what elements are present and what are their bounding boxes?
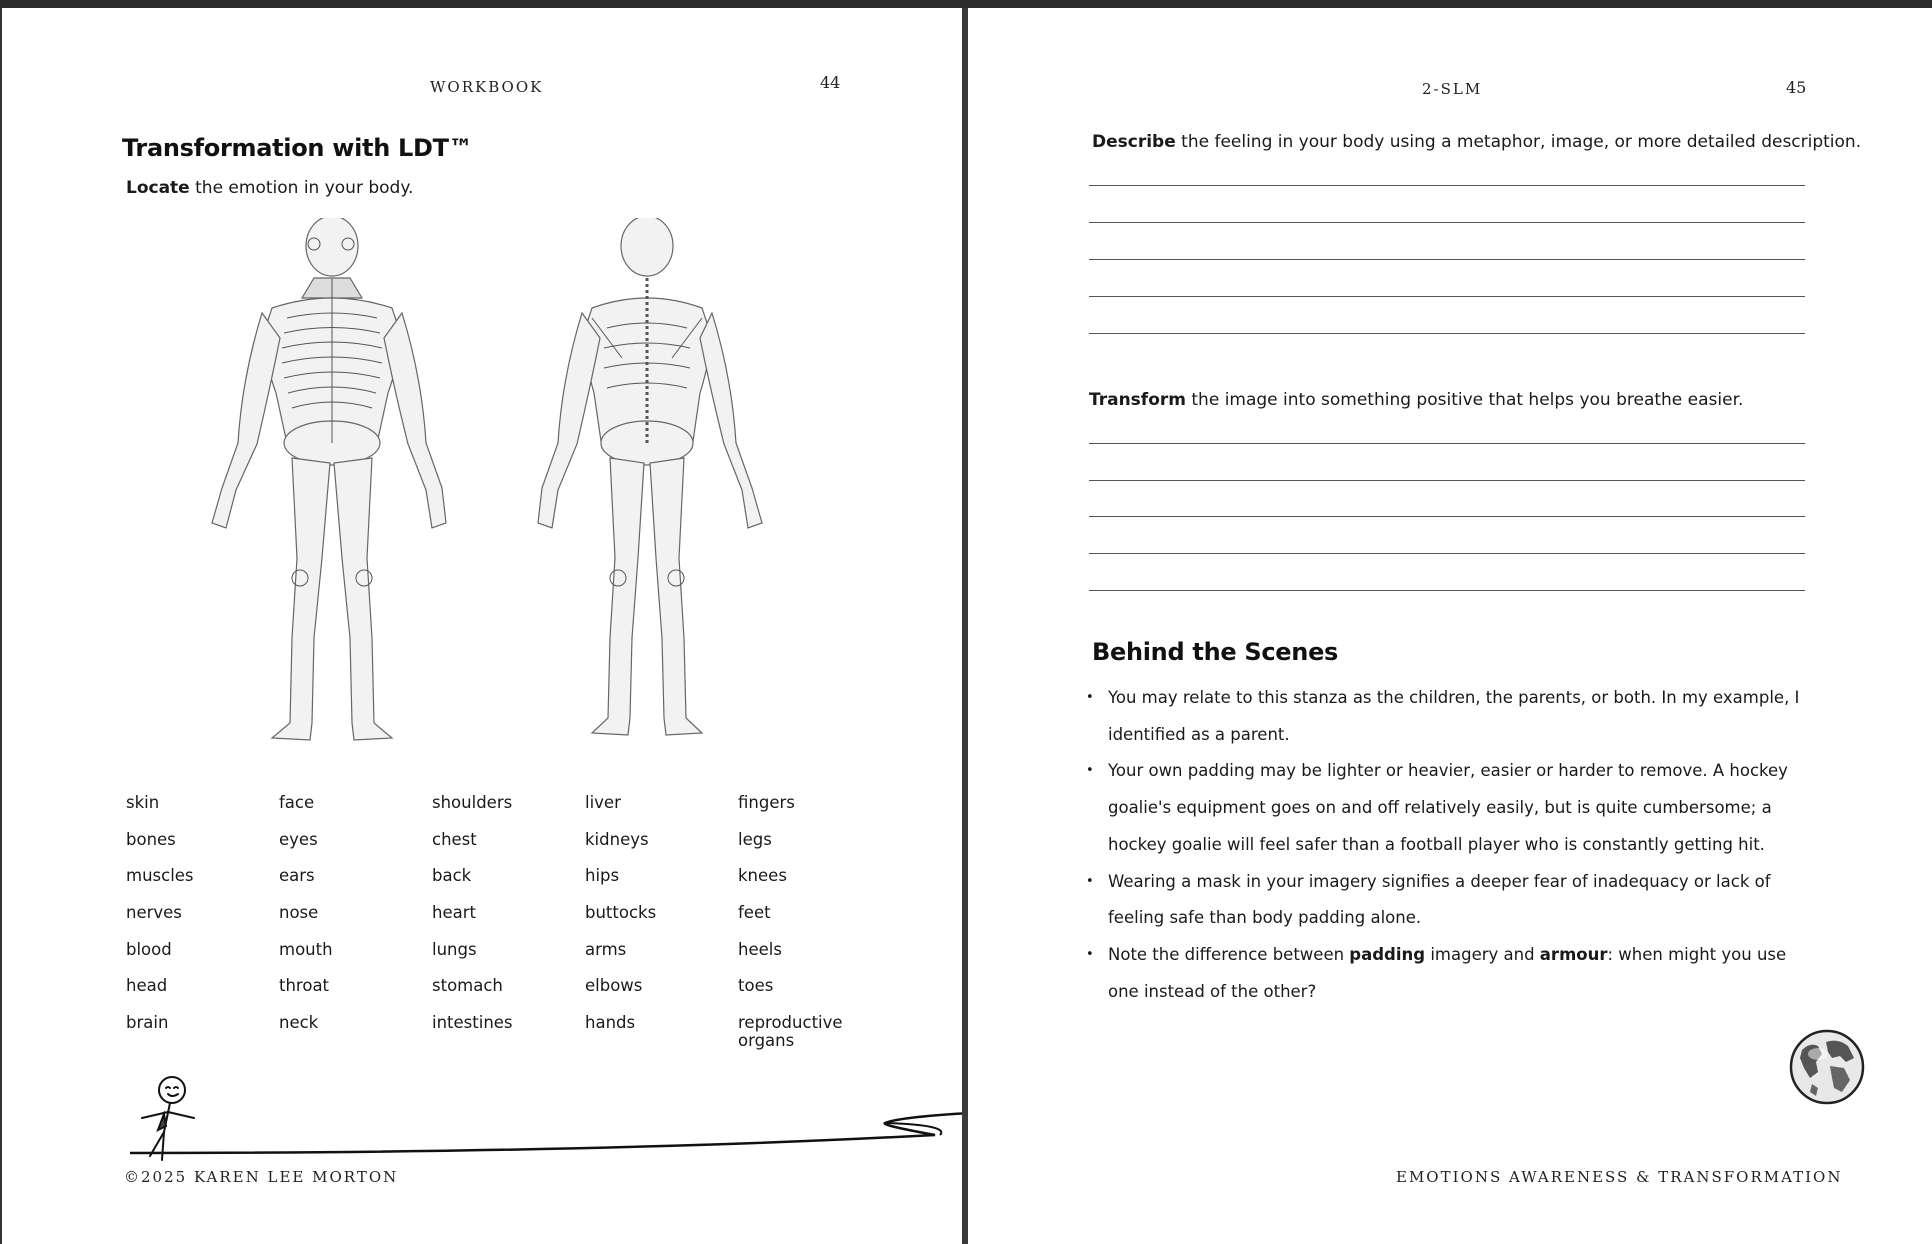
writing-line[interactable]	[1089, 222, 1805, 223]
body-part: arms	[585, 939, 627, 959]
body-part: eyes	[279, 829, 318, 849]
bullet4-mid: imagery and	[1425, 944, 1540, 964]
page-title: Transformation with LDT™	[122, 134, 473, 162]
list-item: • Your own padding may be lighter or heavier, easier or harder to remove. A hockey goalie's equipment goes on and off relatively easily, but is quite cumbersome; a hockey goalie will feel safer than a football player who is constantly getting hit.	[1086, 753, 1806, 863]
body-part: intestines	[432, 1013, 513, 1033]
body-part: skin	[126, 793, 160, 812]
globe-icon	[1788, 1028, 1866, 1106]
bullet4-bold-armour: armour	[1539, 944, 1608, 964]
transform-bold: Transform	[1089, 390, 1186, 410]
skeleton-front-icon	[202, 218, 452, 758]
body-part: legs	[738, 829, 772, 849]
describe-rest: the feeling in your body using a metaphor, image, or more detailed description.	[1175, 132, 1862, 152]
left-page	[2, 8, 962, 1244]
list-item	[1086, 937, 1806, 1010]
body-part: elbows	[585, 976, 643, 996]
describe-bold: Describe	[1092, 132, 1176, 152]
writing-line[interactable]	[1089, 443, 1805, 444]
body-part: reproductive organs	[738, 1013, 843, 1051]
body-part: heels	[738, 939, 782, 959]
body-part: feet	[738, 903, 771, 923]
writing-line[interactable]	[1089, 590, 1805, 591]
body-part: stomach	[432, 976, 503, 996]
writing-line[interactable]	[1089, 516, 1805, 517]
writing-line[interactable]	[1089, 553, 1805, 554]
body-part: throat	[279, 976, 330, 996]
transform-instruction	[1089, 390, 1743, 410]
body-part: chest	[432, 829, 477, 849]
bullet4-bold-padding: padding	[1349, 944, 1426, 964]
body-part: shoulders	[432, 793, 513, 812]
right-page	[968, 8, 1932, 1244]
body-part: nose	[279, 903, 319, 923]
body-part: back	[432, 866, 472, 886]
body-part: face	[279, 793, 315, 812]
running-head-right: 2-SLM	[1422, 80, 1483, 98]
body-part: fingers	[738, 793, 795, 812]
top-bar	[0, 0, 1932, 8]
body-part: knees	[738, 866, 787, 886]
body-part: toes	[738, 976, 774, 996]
body-part: muscles	[126, 866, 194, 886]
footer-copyright: ©2025 KAREN LEE MORTON	[124, 1168, 399, 1186]
transform-rest: the image into something positive that helps you breathe easier.	[1185, 390, 1744, 410]
locate-rest: the emotion in your body.	[189, 178, 414, 198]
writing-line[interactable]	[1089, 480, 1805, 481]
body-part: hands	[585, 1013, 636, 1033]
body-part: bones	[126, 829, 176, 849]
describe-instruction	[1092, 132, 1861, 152]
writing-line[interactable]	[1089, 333, 1805, 334]
body-part: nerves	[126, 903, 182, 923]
body-part: head	[126, 976, 168, 996]
list-item: • You may relate to this stanza as the children, the parents, or both. In my example, I identified as a parent.	[1086, 680, 1806, 753]
running-head-left: WORKBOOK	[430, 78, 544, 96]
body-part: heart	[432, 903, 476, 923]
body-part: mouth	[279, 939, 333, 959]
body-part: ears	[279, 866, 315, 886]
page-number-right: 45	[1786, 78, 1807, 97]
writing-line[interactable]	[1089, 259, 1805, 260]
bullet4-pre: Note the difference between	[1108, 944, 1350, 964]
locate-bold: Locate	[126, 178, 190, 198]
body-part: liver	[585, 793, 621, 812]
locate-instruction	[126, 178, 413, 198]
footer-book-title: EMOTIONS AWARENESS & TRANSFORMATION	[1396, 1168, 1843, 1186]
bullet-list	[1086, 680, 1806, 1010]
body-part: blood	[126, 939, 172, 959]
writing-line[interactable]	[1089, 296, 1805, 297]
writing-line[interactable]	[1089, 185, 1805, 186]
body-parts-grid	[126, 794, 891, 1051]
body-part: neck	[279, 1013, 319, 1033]
body-part: brain	[126, 1013, 169, 1033]
body-part: buttocks	[585, 903, 657, 923]
body-part: hips	[585, 866, 620, 886]
page-number-left: 44	[820, 73, 841, 92]
list-item: • Wearing a mask in your imagery signifies a deeper fear of inadequacy or lack of feeling safe than body padding alone.	[1086, 864, 1806, 937]
body-part: kidneys	[585, 829, 649, 849]
bullet4-post: : when might you use one instead of the other?	[1108, 944, 1787, 1001]
body-part: lungs	[432, 939, 477, 959]
skeleton-back-icon	[532, 218, 772, 748]
section-title: Behind the Scenes	[1092, 638, 1339, 666]
